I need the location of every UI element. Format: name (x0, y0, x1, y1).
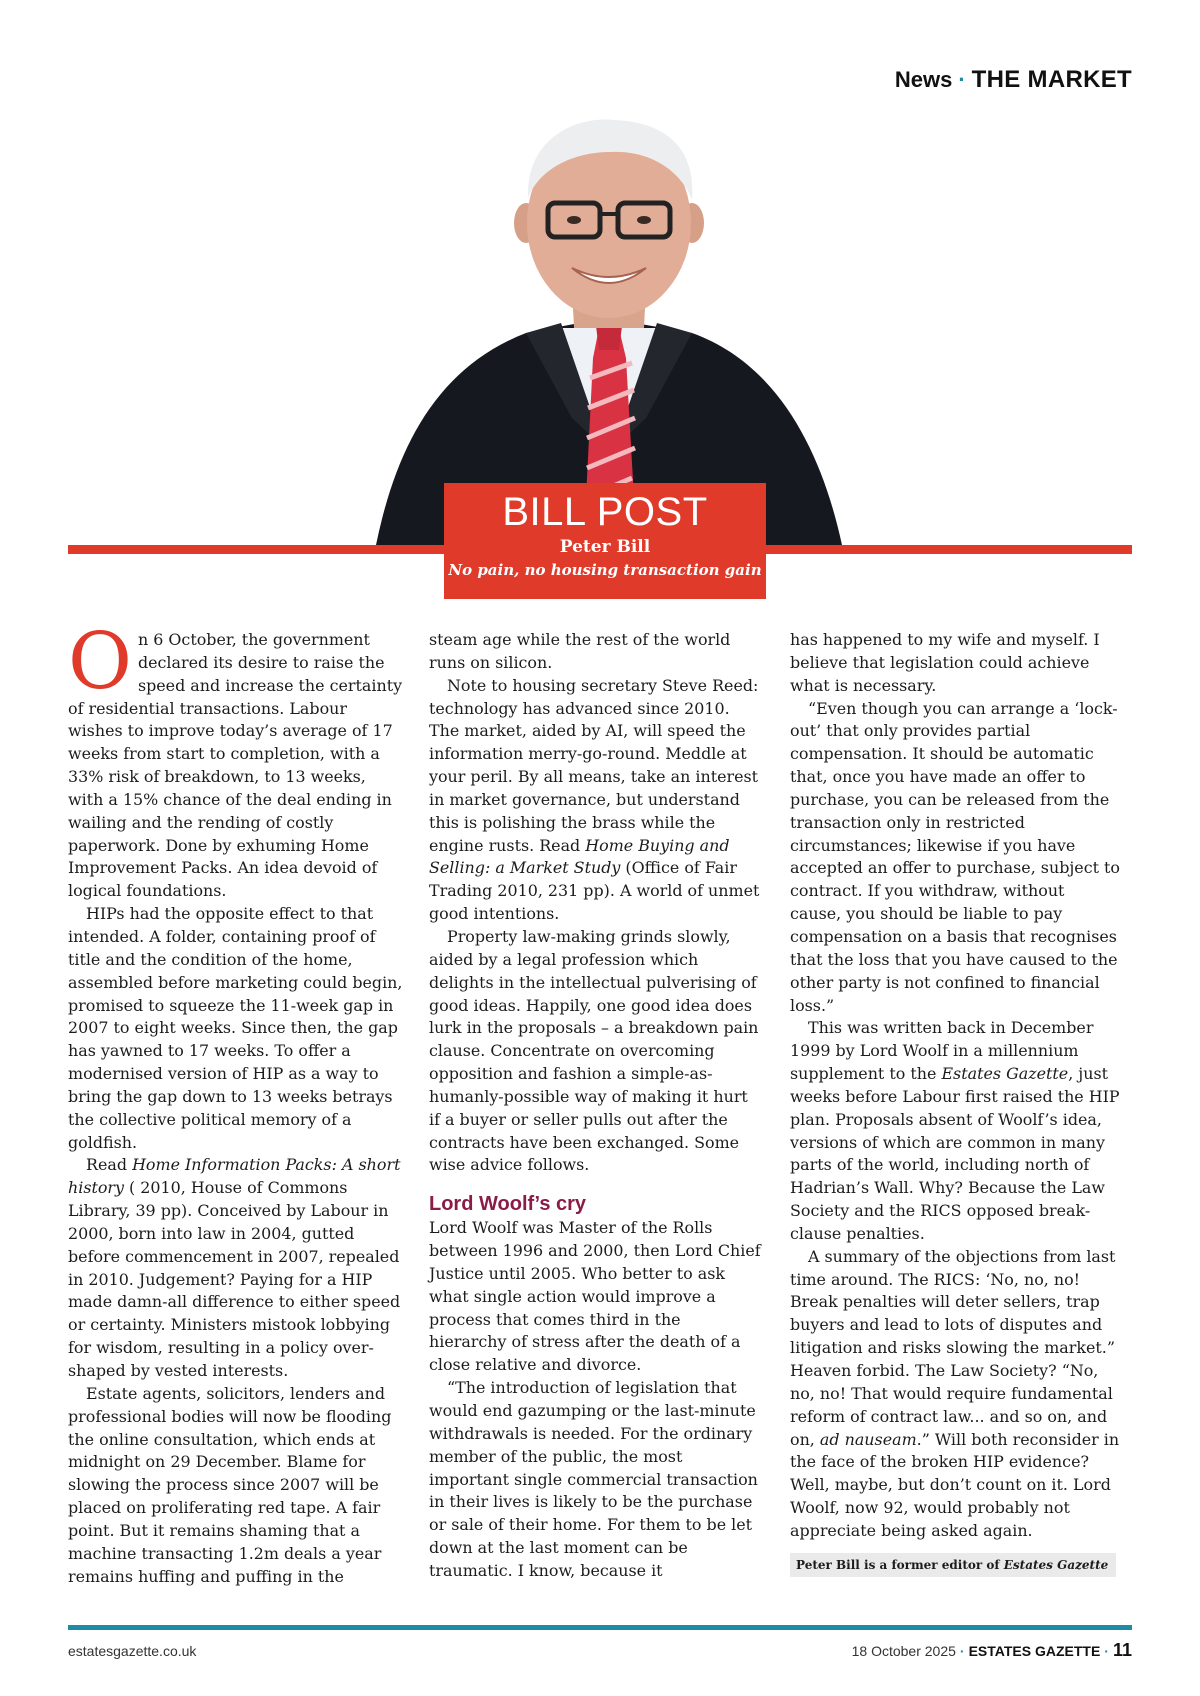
paragraph-text: , just weeks before Labour first raised the HIP plan. Proposals absent of Woolf’s idea, versions of which are common in many parts of the world, including north of Hadrian’s Wall. Why? Because the Law Society and the RICS opposed break-clause penalties. (790, 1064, 1120, 1243)
paragraph: HIPs had the opposite effect to that intended. A folder, containing proof of title and the condition of the home, assembled before marketing could begin, promised to squeeze the 11-week gap in 2007 to eight weeks. Since then, the gap has yawned to 17 weeks. To offer a modernised version of HIP as a way to bring the gap down to 13 weeks betrays the collective political memory of a goldfish. (68, 904, 403, 1152)
paragraph-text: Read (86, 1155, 133, 1175)
paragraph: Lord Woolf was Master of the Rolls between 1996 and 2000, then Lord Chief Justice until 2005. Who better to ask what single action would improve a process that comes third in the hierarchy of stress after the death of a close relative and divorce. (429, 1218, 761, 1375)
paragraph: Property law-making grinds slowly, aided by a legal profession which delights in the intellectual pulverising of good ideas. Happily, one good idea does lurk in the proposals – a breakdown pain clause. Concentrate on overcoming opposition and fashion a simple-as-humanly-possible way of making it hurt if a buyer or seller pulls out after the contracts have been exchanged. Some wise advice follows. (429, 926, 759, 1175)
section-separator: · (958, 67, 966, 92)
paragraph (790, 1017, 1120, 1245)
paragraph: steam age while the rest of the world runs on silicon. (429, 630, 731, 672)
section-title: THE MARKET (971, 66, 1132, 93)
footer-folio (852, 1640, 1132, 1661)
paragraph (790, 1246, 1120, 1543)
standfirst: No pain, no housing transaction gain (448, 561, 762, 579)
publication-title: Estates Gazette (941, 1064, 1069, 1084)
paragraph-text: A summary of the objections from last time around. The RICS: ‘No, no, no! Break penalties will deter sellers, trap buyers and lead to lots of disputes and litigation and risks slowing the market.” Heaven forbid. The Law Society? “No, no, no! That would require fundamental reform of contract law... and so on, and on, (790, 1246, 1116, 1449)
paragraph-text: .” Will both reconsider in the face of the broken HIP evidence? Well, maybe, but don’t count on it. Lord Woolf, now 92, would probably not appreciate being asked again. (790, 1429, 1120, 1540)
paragraph-text: n 6 October, the government declared its desire to raise the speed and increase the certainty of residential transactions. Labour wishes to improve today’s average of 17 weeks from start to completion, with a 33% risk of breakdown, to 13 weeks, with a 15% chance of the deal ending in wailing and the rending of costly paperwork. Done by exhuming Home Improvement Packs. An idea devoid of logical foundations. (68, 630, 403, 901)
paragraph (68, 617, 404, 903)
paragraph-text: This was written back in December 1999 by Lord Woolf in a millennium supplement to the (790, 1018, 1094, 1084)
paragraph-text: Note to housing secretary Steve Reed: technology has advanced since 2010. The market, aided by AI, will speed the information merry-go-round. Meddle at your peril. By all means, take an interest in market governance, but understand this is polishing the brass while the engine rusts. Read (429, 675, 759, 855)
paragraph (429, 675, 761, 926)
publication-name: ESTATES GAZETTE (968, 1643, 1101, 1659)
footer-separator: · (1104, 1643, 1109, 1659)
italic-phrase: ad nauseam (819, 1429, 917, 1449)
column-kicker: BILL POST (502, 490, 708, 534)
paragraph-text: (Office of Fair Trading 2010, 231 pp). A world of unmet good intentions. (429, 858, 760, 924)
book-title: Home Buying and Selling: a Market Study (429, 835, 730, 878)
crosshead: Lord Woolf’s cry (429, 1193, 587, 1216)
footer-separator: · (959, 1643, 965, 1659)
article-column-3 (790, 629, 1120, 1577)
footer-url: estatesgazette.co.uk (68, 1643, 197, 1659)
bio-text: Peter Bill is a former editor of (796, 1557, 1004, 1572)
drop-cap: O (68, 617, 132, 707)
column-title-box (444, 483, 766, 599)
author-bio (790, 1553, 1116, 1577)
paragraph: Estate agents, solicitors, lenders and professional bodies will now be flooding the online consultation, which ends at midnight on 29 December. Blame for slowing the process since 2007 will be placed on proliferating red tape. A fair point. But it remains shaming that a machine transacting 1.2m deals a year remains huffing and puffing in the (68, 1383, 392, 1586)
footer-rule (68, 1625, 1132, 1630)
paragraph: has happened to my wife and myself. I believe that legislation could achieve what is necessary. (790, 630, 1100, 695)
paragraph-text: ( 2010, House of Commons Library, 39 pp). Conceived by Labour in 2000, born into law in 2004, gutted before commencement in 2007, repealed in 2010. Judgement? Paying for a HIP made damn-all difference to either speed or certainty. Ministers mistook lobbying for wisdom, resulting in a policy over-shaped by vested interests. (68, 1178, 401, 1380)
section-label: News (894, 67, 953, 92)
issue-date: 18 October 2025 (851, 1643, 956, 1659)
bio-publication: Estates Gazette (1003, 1557, 1109, 1572)
article-column-2 (429, 629, 761, 1583)
page-number: 11 (1112, 1640, 1132, 1660)
article-column-1 (68, 617, 404, 1588)
author-portrait (376, 118, 842, 545)
paragraph (68, 1154, 404, 1382)
section-header (895, 66, 1132, 94)
book-title: Home Information Packs: A short history (68, 1155, 401, 1198)
paragraph: “Even though you can arrange a ‘lock-out’ that only provides partial compensation. It should be automatic that, once you have made an offer to purchase, you can be released from the transaction only in restricted circumstances; likewise if you have accepted an offer to purchase, subject to contract. If you withdraw, without cause, you should be liable to pay compensation on a basis that recognises that the loss that you have caused to the other party is not confined to financial loss.” (790, 698, 1120, 1015)
paragraph: “The introduction of legislation that would end gazumping or the last-minute withdrawals is needed. For the ordinary member of the public, the most important single commercial transaction in their lives is likely to be the purchase or sale of their home. For them to be let down at the last moment can be traumatic. I know, because it (429, 1378, 758, 1580)
byline: Peter Bill (559, 537, 651, 557)
